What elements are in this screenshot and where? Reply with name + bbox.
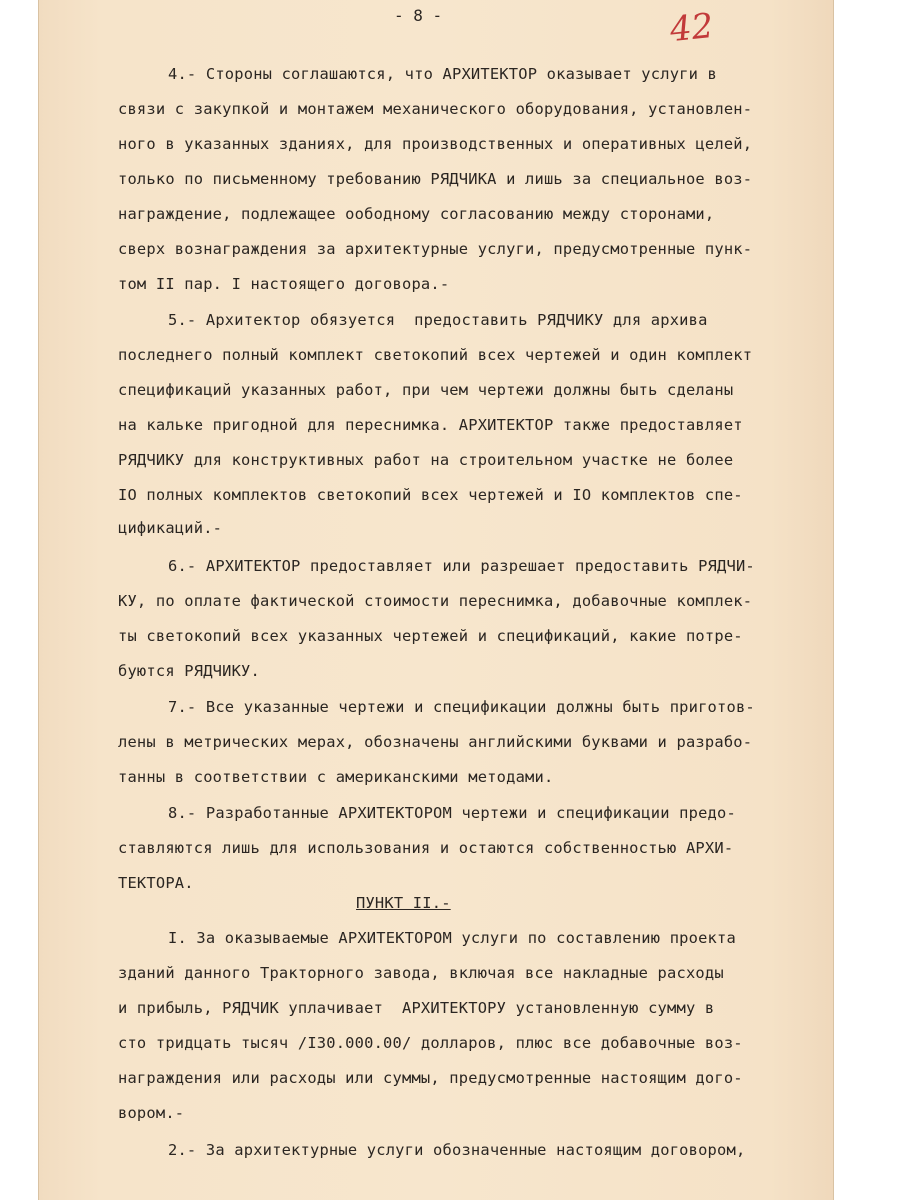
text-line: 7.- Все указанные чертежи и спецификации должны быть приготов- xyxy=(168,698,755,716)
text-line: цификаций.- xyxy=(118,519,223,537)
text-line: РЯДЧИКУ для конструктивных работ на строительном участке не более xyxy=(118,451,734,469)
archive-handwritten-mark: 42 xyxy=(668,5,716,51)
text-line: награждения или расходы или суммы, предусмотренные настоящим дого- xyxy=(118,1069,743,1087)
text-line: только по письменному требованию РЯДЧИКА и лишь за специальное воз- xyxy=(118,170,753,188)
scan-margin xyxy=(834,0,904,1200)
text-line: последнего полный комплект светокопий всех чертежей и один комплект xyxy=(118,346,753,364)
text-line: ставляются лишь для использования и остаются собственностью АРХИ- xyxy=(118,839,734,857)
text-line: на кальке пригодной для переснимка. АРХИТЕКТОР также предоставляет xyxy=(118,416,743,434)
text-line: I. За оказываемые АРХИТЕКТОРОМ услуги по составлению проекта xyxy=(168,929,736,947)
text-line: сто тридцать тысяч /I30.000.00/ долларов, плюс все добавочные воз- xyxy=(118,1034,743,1052)
text-line: 8.- Разработанные АРХИТЕКТОРОМ чертежи и спецификации предо- xyxy=(168,804,736,822)
text-line: IO полных комплектов светокопий всех чертежей и IO комплектов спе- xyxy=(118,486,743,504)
text-line: КУ, по оплате фактической стоимости переснимка, добавочные комплек- xyxy=(118,592,753,610)
text-line: спецификаций указанных работ, при чем чертежи должны быть сделаны xyxy=(118,381,734,399)
section-title: ПУНКТ II.- xyxy=(356,894,451,912)
text-line: танны в соответствии с американскими методами. xyxy=(118,768,554,786)
text-line: буются РЯДЧИКУ. xyxy=(118,662,260,680)
text-line: 6.- АРХИТЕКТОР предоставляет или разрешает предоставить РЯДЧИ- xyxy=(168,557,755,575)
text-line: и прибыль, РЯДЧИК уплачивает АРХИТЕКТОРУ установленную сумму в xyxy=(118,999,715,1017)
text-line: 5.- Архитектор обязуется предоставить РЯДЧИКУ для архива xyxy=(168,311,708,329)
text-line: награждение, подлежащее оободному согласованию между сторонами, xyxy=(118,205,715,223)
text-line: ты светокопий всех указанных чертежей и спецификаций, какие потре- xyxy=(118,627,743,645)
text-line: 4.- Стороны соглашаются, что АРХИТЕКТОР оказывает услуги в xyxy=(168,65,718,83)
text-line: вором.- xyxy=(118,1104,185,1122)
text-line: лены в метрических мерах, обозначены английскими буквами и разрабо- xyxy=(118,733,753,751)
text-line: том II пар. I настоящего договора.- xyxy=(118,275,450,293)
text-line: 2.- За архитектурные услуги обозначенные настоящим договором, xyxy=(168,1141,746,1159)
text-line: зданий данного Тракторного завода, включая все накладные расходы xyxy=(118,964,724,982)
text-line: сверх вознаграждения за архитектурные услуги, предусмотренные пунк- xyxy=(118,240,753,258)
page-number: - 8 - xyxy=(394,6,443,25)
paper-sheet xyxy=(38,0,834,1200)
text-line: ТЕКТОРА. xyxy=(118,874,194,892)
text-line: связи с закупкой и монтажем механического оборудования, установлен- xyxy=(118,100,753,118)
text-line: ного в указанных зданиях, для производственных и оперативных целей, xyxy=(118,135,753,153)
